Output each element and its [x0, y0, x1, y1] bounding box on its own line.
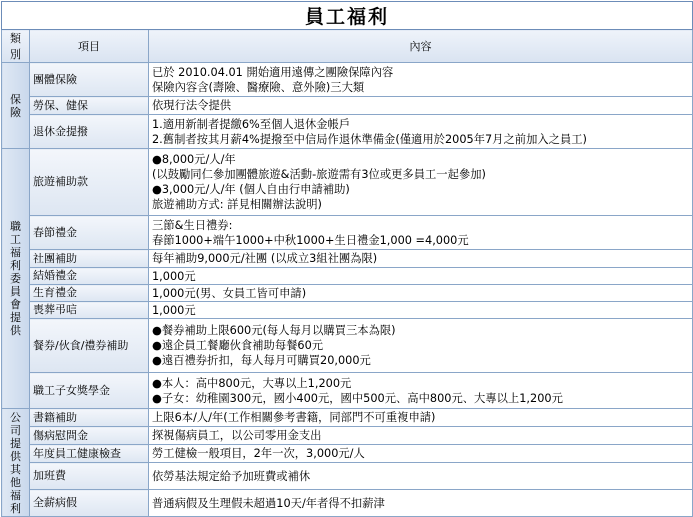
item-label: 職工子女獎學金	[30, 373, 149, 409]
item-content	[149, 427, 693, 445]
content-line: 旅遊補助方式: 詳見相關辦法說明)	[152, 198, 322, 211]
content-line: 上限6本/人/年(工作相關參考書籍，同部門不可重複申請)	[152, 411, 436, 424]
item-content	[149, 216, 693, 250]
content-line: 三節&生日禮券:	[152, 218, 233, 232]
item-content	[149, 285, 693, 302]
category-company-other-label: 公 司 提 供 其 他 福 利	[10, 410, 21, 515]
content-line: ●3,000元/人/年 (個人自由行申請補助)	[152, 183, 350, 196]
header-category: 類別	[2, 30, 30, 63]
item-label: 社團補助	[30, 250, 149, 268]
content-line: 已於 2010.04.01 開始適用遠傳之團險保障內容	[152, 65, 394, 79]
item-content	[149, 490, 693, 517]
item-content	[149, 445, 693, 463]
item-content	[149, 268, 693, 285]
content-line: 2.舊制者按其月薪4%提撥至中信局作退休準備金(僅適用於2005年7月之前加入之員工)	[152, 132, 587, 146]
item-label: 年度員工健康檢查	[30, 445, 149, 463]
item-label: 春節禮金	[30, 216, 149, 250]
item-content	[149, 463, 693, 490]
item-content	[149, 250, 693, 268]
item-content	[149, 373, 693, 409]
content-line: 依現行法令提供	[152, 99, 232, 112]
item-content	[149, 115, 693, 149]
item-label: 餐券/伙食/禮券補助	[30, 319, 149, 373]
content-line: 探視傷病員工，以公司零用金支出	[152, 429, 322, 442]
content-line: ●8,000元/人/年	[152, 153, 236, 166]
content-line: 依勞基法規定給予加班費或補休	[152, 469, 311, 483]
content-line: 普通病假及生理假未超過10天/年者得不扣薪津	[152, 496, 385, 510]
item-content	[149, 97, 693, 115]
item-label: 退休金提撥	[30, 115, 149, 149]
item-label: 旅遊補助款	[30, 149, 149, 216]
item-content	[149, 409, 693, 427]
content-line: 1,000元	[152, 269, 196, 283]
item-label: 全薪病假	[30, 490, 149, 517]
category-welfare-committee	[2, 149, 30, 409]
content-line: ●子女：幼稚園300元，國小400元，國中500元、高中800元、大專以上1,200元	[152, 391, 563, 405]
content-line: ●本人：高中800元，大專以上1,200元	[152, 376, 352, 390]
content-line: 保險內容含(壽險、醫療險、意外險)三大類	[152, 80, 365, 94]
content-line: 1.適用新制者提繳6%至個人退休金帳戶	[152, 117, 351, 131]
content-line: 1,000元	[152, 303, 196, 317]
content-line: ●餐券補助上限600元(每人每月以購買三本為限)	[152, 324, 396, 337]
category-insurance-label: 保 險	[10, 92, 21, 119]
item-content	[149, 319, 693, 373]
content-line: ●遠企員工餐廳伙食補助每餐60元	[152, 339, 324, 352]
item-label: 傷病慰問金	[30, 427, 149, 445]
content-line: (以鼓勵同仁參加團體旅遊&活動-旅遊需有3位或更多員工一起參加)	[152, 168, 486, 181]
item-content	[149, 63, 693, 97]
page-title: 員工福利	[2, 2, 693, 30]
category-insurance	[2, 63, 30, 149]
benefits-table	[1, 1, 693, 517]
header-item: 項目	[30, 30, 149, 63]
item-label: 書籍補助	[30, 409, 149, 427]
content-line: ●遠百禮券折扣，每人每月可購買20,000元	[152, 354, 371, 367]
header-content: 內容	[149, 30, 693, 63]
category-welfare-committee-label: 職 工 福 利 委 員 會 提 供	[10, 220, 21, 337]
content-line: 1,000元(男、女員工皆可申請)	[152, 286, 307, 300]
content-line: 勞工健檢一般項目，2年一次，3,000元/人	[152, 447, 365, 460]
item-label: 結婚禮金	[30, 268, 149, 285]
item-label: 喪葬弔唁	[30, 302, 149, 319]
content-line: 春節1000+端午1000+中秋1000+生日禮金1,000 =4,000元	[152, 233, 469, 247]
item-label: 生育禮金	[30, 285, 149, 302]
category-company-other	[2, 409, 30, 517]
item-label: 加班費	[30, 463, 149, 490]
content-line: 每年補助9,000元/社團 (以成立3組社團為限)	[152, 252, 378, 265]
item-label: 勞保、健保	[30, 97, 149, 115]
item-content	[149, 149, 693, 216]
item-label: 團體保險	[30, 63, 149, 97]
item-content	[149, 302, 693, 319]
